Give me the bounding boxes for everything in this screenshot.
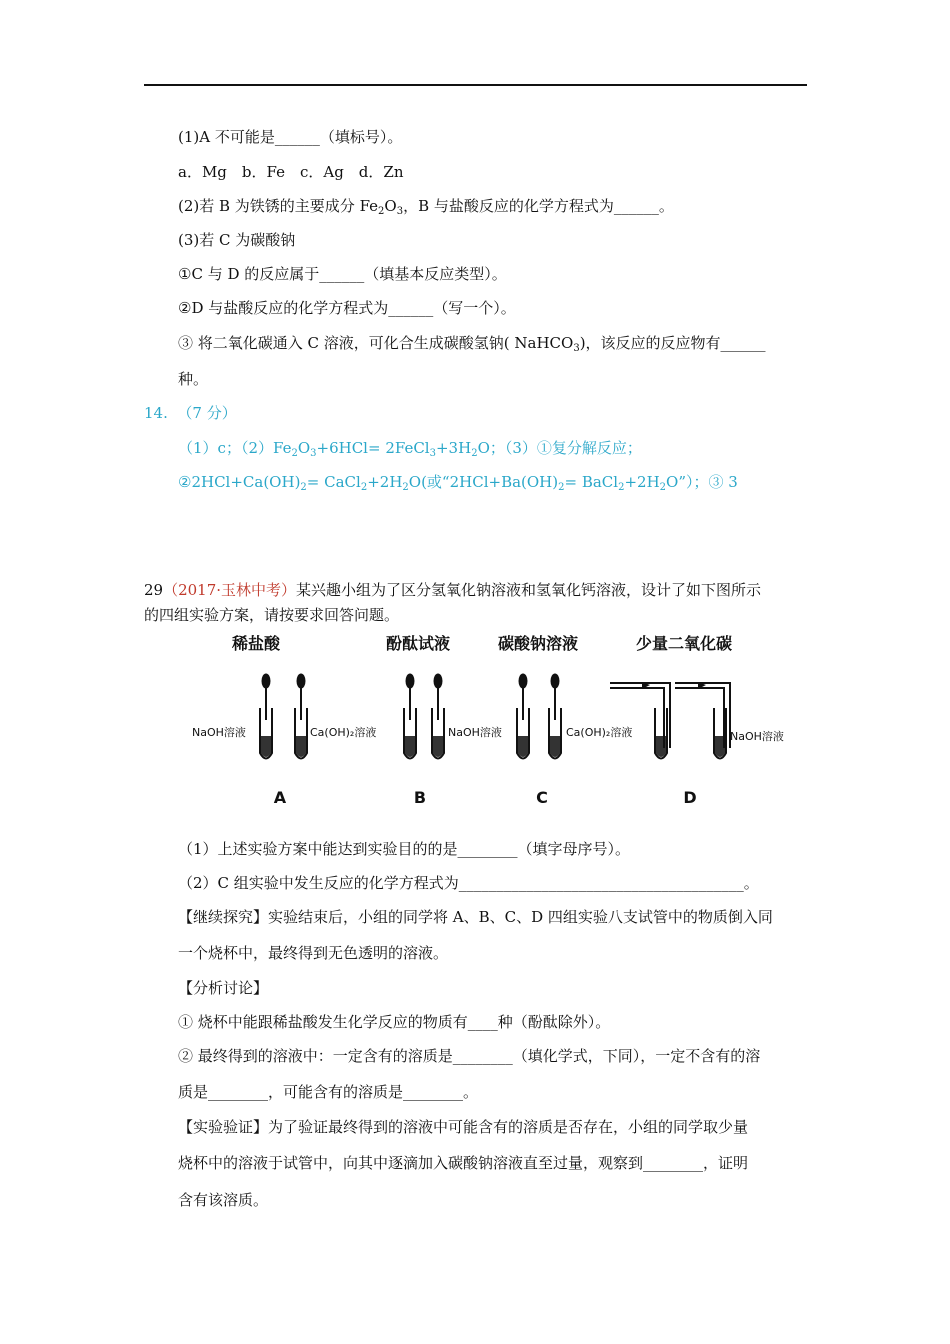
q29-question2: （2）C 组实验中发生反应的化学方程式为______________________________________。 bbox=[178, 874, 759, 892]
q29-verify-line2: 烧杯中的溶液于试管中，向其中逐滴加入碳酸钠溶液直至过量，观察到________，证明 bbox=[178, 1154, 749, 1172]
dropper-icon bbox=[406, 674, 414, 720]
group-label: B bbox=[413, 788, 427, 807]
reagent-label: 稀盐酸 bbox=[231, 634, 281, 653]
q29-verify-line3: 含有该溶质。 bbox=[178, 1191, 269, 1209]
experiment-figure bbox=[180, 628, 800, 813]
q13-part3-2: ②D 与盐酸反应的化学方程式为______（写一个）。 bbox=[178, 299, 516, 317]
q13-part2: (2)若 B 为铁锈的主要成分 $Fe_2O_3$，B 与盐酸反应的化学方程式为______。 bbox=[178, 197, 674, 217]
dropper-icon bbox=[551, 674, 559, 720]
q13-part3-3-end: 种。 bbox=[178, 370, 209, 388]
q29-question1: （1）上述实验方案中能达到实验目的的是________（填字母序号）。 bbox=[178, 840, 631, 858]
q29-analysis-1: ① 烧杯中能跟稀盐酸发生化学反应的物质有____种（酚酞除外）。 bbox=[178, 1013, 611, 1031]
reagent-label: 酚酞试液 bbox=[385, 634, 451, 653]
q29-analysis-2-line2: 质是________，可能含有的溶质是________。 bbox=[178, 1083, 479, 1101]
answer-14-line1: （1）c；$(2)Fe_2O_3+6HCl=$ $2FeCl_3+3H_2O$；（3）①复分解反应； bbox=[178, 439, 642, 459]
dropper-icon bbox=[262, 674, 270, 720]
q29-explore-line2: 一个烧杯中，最终得到无色透明的溶液。 bbox=[178, 944, 449, 962]
answer-14-line2: $②2HCl+Ca(OH)_2=$ $CaCl_2+2H_2O$(或“$2HCl+Ba(OH)_2=$ $BaCl_2+2H_2O$”）；③ 3 bbox=[178, 473, 738, 493]
group-label: C bbox=[536, 788, 548, 807]
q29-explore-line1: 【继续探究】实验结束后，小组的同学将 A、B、C、D 四组实验八支试管中的物质倒入同 bbox=[178, 908, 773, 926]
q13-part1: (1)A 不可能是______（填标号）。 bbox=[178, 128, 403, 146]
group-label: A bbox=[273, 788, 287, 807]
header-rule bbox=[144, 84, 807, 86]
group-label: D bbox=[683, 788, 697, 807]
solution-label: Ca(OH)₂溶液 bbox=[310, 726, 377, 739]
dropper-icon bbox=[297, 674, 305, 720]
answer-14-header: 14. （7 分） bbox=[144, 404, 237, 422]
reagent-label: 碳酸钠溶液 bbox=[497, 634, 579, 653]
q29-intro-line1: 29（2017·玉林中考）某兴趣小组为了区分氢氧化钠溶液和氢氧化钙溶液，设计了如下图所示 bbox=[144, 581, 762, 599]
reagent-label: 少量二氧化碳 bbox=[635, 634, 733, 653]
q13-options: a．Mg b．Fe c．Ag d．Zn bbox=[178, 163, 404, 181]
q29-analysis-heading: 【分析讨论】 bbox=[178, 979, 269, 997]
q13-part3: (3)若 C 为碳酸钠 bbox=[178, 231, 296, 249]
solution-label: NaOH溶液 bbox=[192, 726, 246, 739]
q13-part3-3: ③ 将二氧化碳通入 C 溶液，可化合生成碳酸氢钠( NaHCO$_3$)，该反应的反应物有______ bbox=[178, 334, 766, 354]
q29-analysis-2-line1: ② 最终得到的溶液中：一定含有的溶质是________（填化学式，下同），一定不含有的溶 bbox=[178, 1047, 761, 1065]
solution-label: Ca(OH)₂溶液 bbox=[566, 726, 633, 739]
q29-intro-line2: 的四组实验方案，请按要求回答问题。 bbox=[144, 606, 400, 624]
q29-verify-line1: 【实验验证】为了验证最终得到的溶液中可能含有的溶质是否存在，小组的同学取少量 bbox=[178, 1118, 749, 1136]
dropper-icon bbox=[519, 674, 527, 720]
solution-label: NaOH溶液 bbox=[730, 730, 784, 743]
q13-part3-1: ①C 与 D 的反应属于______（填基本反应类型）。 bbox=[178, 265, 507, 283]
solution-label: NaOH溶液 bbox=[448, 726, 502, 739]
q29-source: （2017·玉林中考） bbox=[163, 581, 297, 599]
dropper-icon bbox=[434, 674, 442, 720]
